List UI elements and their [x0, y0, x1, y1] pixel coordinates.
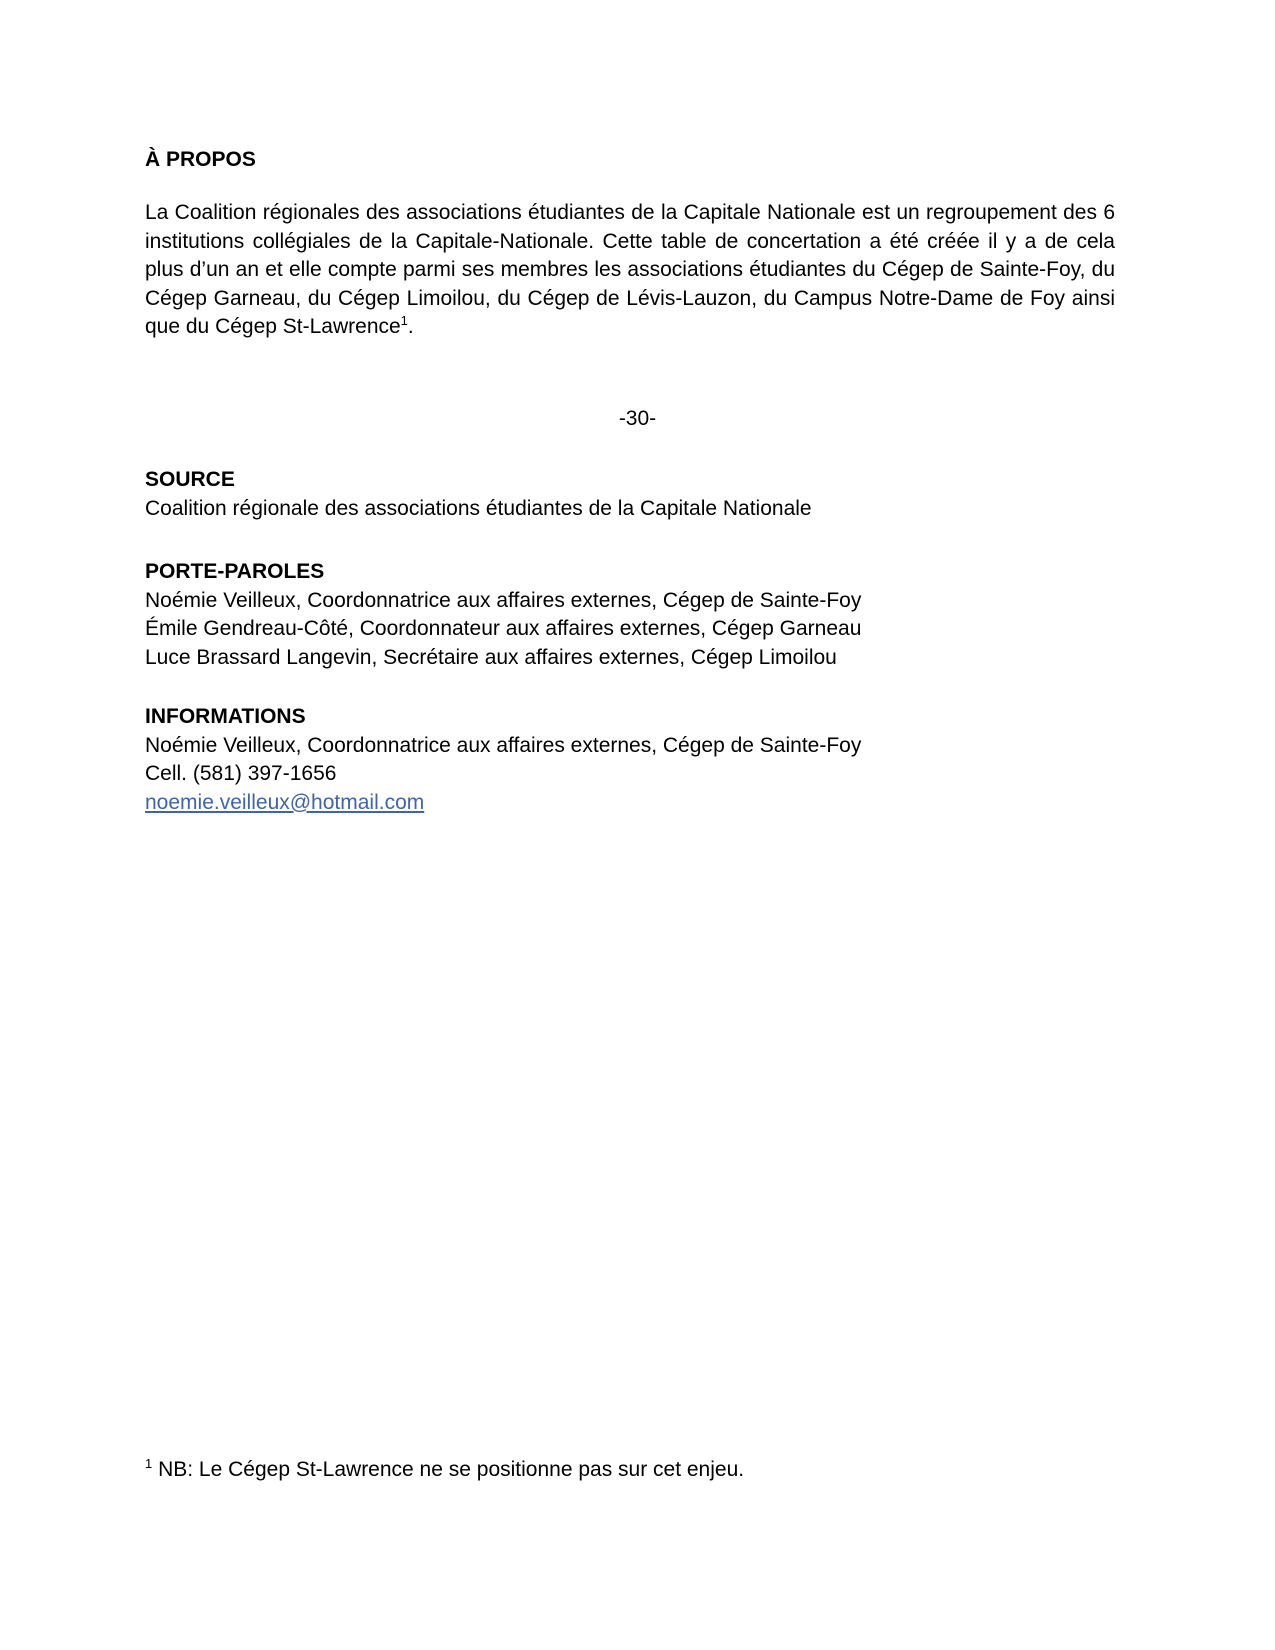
footnote-number: 1 [145, 1456, 153, 1471]
info-phone-line: Cell. (581) 397-1656 [145, 762, 337, 785]
footnote-text: NB: Le Cégep St-Lawrence ne se positionne pas sur cet enjeu. [158, 1458, 745, 1481]
spokesperson-line: Luce Brassard Langevin, Secrétaire aux affaires externes, Cégep Limoilou [145, 645, 837, 669]
footnote-reference-superscript: 1 [400, 313, 408, 328]
source-heading: SOURCE [145, 468, 235, 491]
informations-section [145, 703, 1115, 817]
end-marker: -30- [618, 407, 657, 430]
spokesperson-line: Noémie Veilleux, Coordonnatrice aux affaires externes, Cégep de Sainte-Foy [145, 588, 862, 612]
about-heading: À PROPOS [145, 148, 256, 171]
about-paragraph-text: La Coalition régionales des associations étudiantes de la Capitale Nationale est un regroupement des 6 institutions collégiales de la Capitale-Nationale. Cette table de concertation a été créée il y a de cela plus d’un an et elle compte parmi ses membres les associations étudiantes du Cégep de Sainte-Foy, du Cégep Garneau, du Cégep Limoilou, du Cégep de Lévis-Lauzon, du Campus Notre-Dame de Foy ainsi que du Cégep St-Lawrence [145, 201, 1115, 338]
info-email-line [145, 789, 1115, 818]
source-line: Coalition régionale des associations étudiantes de la Capitale Nationale [145, 496, 812, 520]
info-contact-line: Noémie Veilleux, Coordonnatrice aux affaires externes, Cégep de Sainte-Foy [145, 733, 862, 757]
email-link[interactable]: noemie.veilleux@hotmail.com [145, 790, 425, 814]
footnote [145, 1456, 1115, 1485]
spokesperson-line: Émile Gendreau-Côté, Coordonnateur aux affaires externes, Cégep Garneau [145, 617, 862, 640]
about-paragraph-period: . [407, 315, 414, 338]
informations-heading: INFORMATIONS [145, 705, 306, 728]
source-section [145, 466, 1115, 523]
spokespersons-heading: PORTE-PAROLES [145, 560, 325, 583]
about-paragraph [145, 199, 1115, 342]
spokespersons-section [145, 558, 1115, 672]
